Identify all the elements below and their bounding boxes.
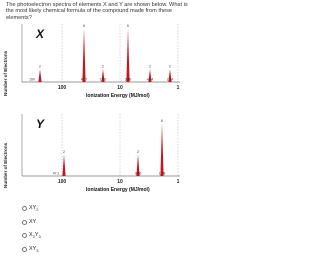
peak-energy-label: 190 [29, 77, 35, 82]
x-tick-label: 10 [117, 85, 123, 91]
radio-button[interactable] [22, 220, 27, 225]
element-label: Y [36, 117, 45, 131]
formula-subscript: 3 [38, 234, 41, 240]
spectrum-peak [82, 29, 85, 82]
formula-subscript: 3 [36, 247, 39, 253]
formula-main: XY [29, 219, 37, 226]
peak-count-label: 2 [102, 64, 104, 69]
peak-count-label: 2 [63, 149, 65, 154]
answer-choice[interactable] [22, 202, 41, 216]
question-text: The photoelectron spectra of elements X and Y are shown below. What is the most likely chemical formula of the compound made from these elements? [6, 2, 188, 21]
x-tick-label: 100 [57, 179, 67, 185]
x-tick-label: 1 [176, 179, 180, 185]
choice-label [29, 205, 38, 212]
choice-label [29, 246, 38, 253]
formula-subscript: 2 [36, 207, 39, 213]
peak-energy-label: 2.14 [166, 77, 174, 82]
peak-energy-label: 3.40 [124, 77, 132, 82]
peak-energy-label: 19.0 [99, 77, 107, 82]
spectrum-y-panel [0, 106, 200, 198]
choice-label [29, 232, 41, 239]
peak-count-label: 6 [161, 118, 163, 123]
x-tick-label: 100 [57, 85, 67, 91]
formula-tail: Y [34, 232, 39, 239]
spectrum-peak [160, 123, 163, 176]
peak-energy-label: 47.2 [52, 171, 60, 176]
element-label: X [36, 27, 45, 41]
peak-energy-label: 1.98 [158, 171, 166, 176]
x-axis-title: Ionization Energy (MJ/mol) [86, 187, 150, 193]
peak-count-label: 2 [137, 149, 139, 154]
radio-button[interactable] [22, 206, 27, 211]
formula-subscript: 2 [32, 234, 35, 240]
peak-energy-label: 42.7 [80, 77, 88, 82]
peak-count-label: 2 [39, 64, 41, 69]
spectrum-peak [38, 69, 41, 82]
spectrum-x-chart [0, 16, 200, 106]
peak-energy-label: 3.86 [134, 171, 142, 176]
x-tick-label: 1 [176, 85, 180, 91]
y-axis-label-x: Number of Electrons [3, 50, 8, 96]
peak-count-label: 6 [127, 24, 129, 29]
answer-choices [22, 202, 41, 256]
peak-count-label: 2 [169, 64, 171, 69]
answer-choice[interactable] [22, 243, 41, 257]
formula-main: XY [29, 205, 37, 212]
x-tick-label: 10 [117, 179, 123, 185]
peak-energy-label: 4.84 [146, 77, 154, 82]
formula-main: X [29, 232, 33, 239]
peak-count-label: 6 [83, 24, 85, 29]
radio-button[interactable] [22, 247, 27, 252]
answer-choice[interactable] [22, 229, 41, 243]
spectrum-x-panel [0, 16, 200, 106]
answer-choice[interactable] [22, 216, 41, 230]
x-axis-title: Ionization Energy (MJ/mol) [86, 93, 150, 99]
radio-button[interactable] [22, 233, 27, 238]
peak-count-label: 2 [149, 64, 151, 69]
formula-main: XY [29, 245, 37, 252]
spectrum-peak [62, 154, 65, 176]
spectrum-peak [126, 29, 129, 82]
y-axis-label-y: Number of Electrons [3, 142, 8, 188]
choice-label [29, 219, 36, 225]
spectrum-y-chart [0, 106, 200, 198]
